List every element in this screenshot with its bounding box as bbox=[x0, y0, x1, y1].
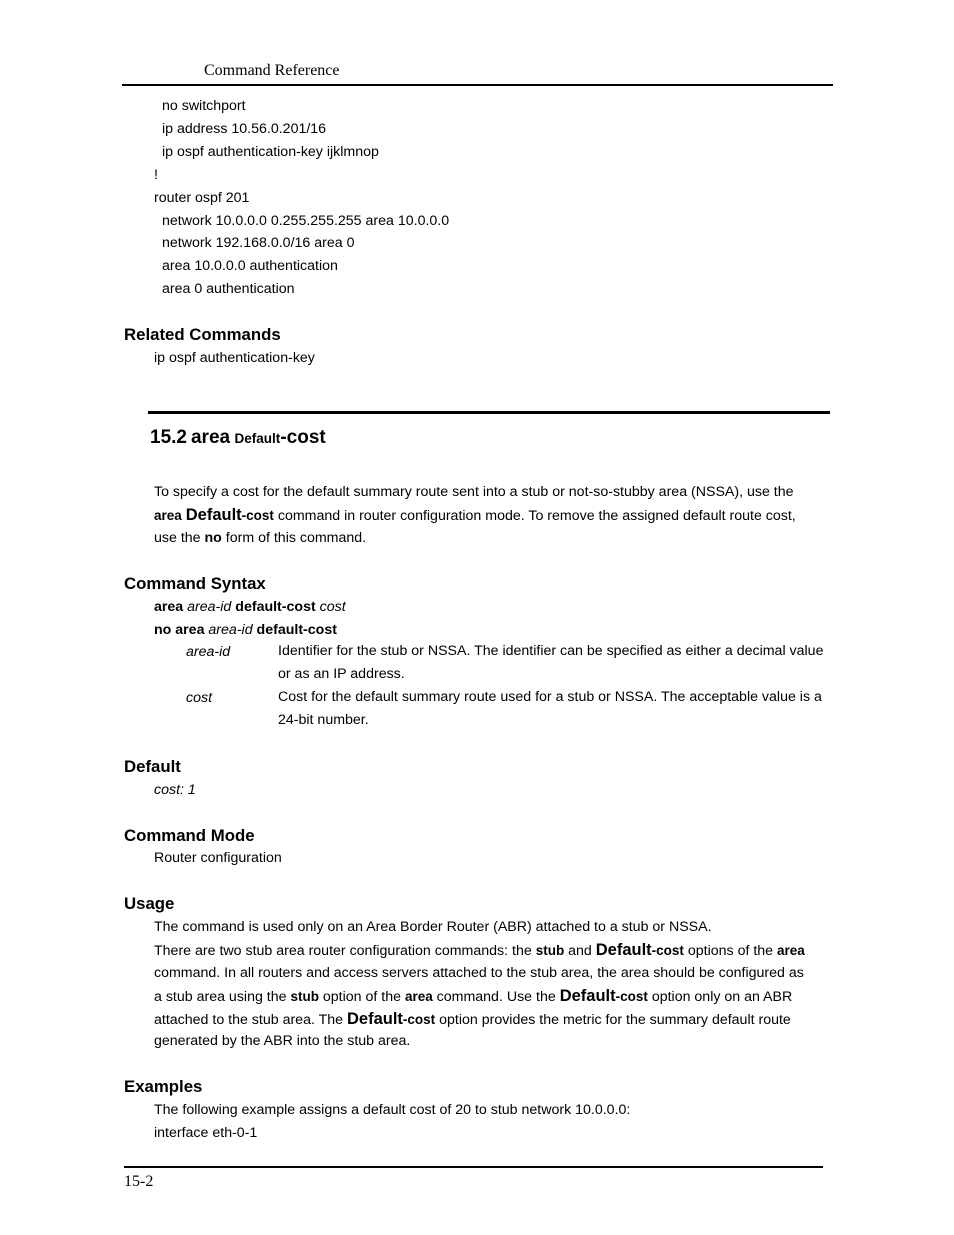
config-line: ip address 10.56.0.201/16 bbox=[162, 121, 327, 137]
section-title-part3: -cost bbox=[280, 427, 326, 448]
param-name: cost bbox=[186, 690, 213, 706]
usage-text: There are two stub area router configuration commands: the bbox=[154, 943, 536, 959]
keyword: Default bbox=[559, 987, 616, 1005]
config-line: area 10.0.0.0 authentication bbox=[162, 258, 338, 274]
usage-line bbox=[154, 941, 805, 960]
usage-line bbox=[154, 1010, 791, 1029]
page-number: 15-2 bbox=[124, 1173, 154, 1190]
section-number: 15.2 bbox=[150, 427, 187, 448]
syntax-line bbox=[154, 621, 337, 639]
footer-rule bbox=[124, 1166, 823, 1168]
usage-text: options of the bbox=[683, 943, 778, 959]
keyword: area bbox=[154, 508, 182, 523]
intro-text: form of this command. bbox=[221, 530, 367, 546]
command-syntax-heading: Command Syntax bbox=[124, 574, 266, 593]
example-line: The following example assigns a default cost of 20 to stub network 10.0.0.0: bbox=[154, 1102, 631, 1118]
usage-heading: Usage bbox=[124, 894, 175, 913]
keyword: -cost bbox=[651, 943, 684, 958]
running-header: Command Reference bbox=[204, 62, 340, 79]
keyword: no bbox=[204, 530, 222, 546]
syntax-line bbox=[154, 598, 346, 616]
keyword: -cost bbox=[402, 1012, 436, 1027]
command-mode-heading: Command Mode bbox=[124, 826, 255, 845]
section-title-part1: area bbox=[190, 427, 231, 448]
section-title-part2: Default bbox=[234, 431, 281, 446]
intro-line: To specify a cost for the default summary route sent into a stub or not-so-stubby area (NSSA), use the bbox=[154, 484, 794, 500]
usage-line bbox=[154, 987, 792, 1006]
intro-text: command in router configuration mode. To remove the assigned default route cost, bbox=[273, 508, 796, 524]
usage-line: generated by the ABR into the stub area. bbox=[154, 1033, 411, 1049]
usage-text: option provides the metric for the summary default route bbox=[435, 1012, 791, 1028]
usage-text: command. Use the bbox=[432, 989, 560, 1005]
usage-line: command. In all routers and access servers attached to the stub area, the area should be configured as bbox=[154, 965, 804, 981]
keyword: stub bbox=[535, 943, 565, 958]
config-line: router ospf 201 bbox=[154, 190, 250, 206]
usage-text: a stub area using the bbox=[154, 989, 291, 1005]
usage-text: option of the bbox=[318, 989, 405, 1005]
example-line: interface eth-0-1 bbox=[154, 1125, 258, 1141]
keyword: area bbox=[404, 989, 433, 1004]
parameter: cost bbox=[319, 599, 346, 615]
keyword: Default bbox=[346, 1010, 403, 1028]
usage-text: and bbox=[564, 943, 596, 959]
examples-heading: Examples bbox=[124, 1077, 203, 1096]
keyword: Default bbox=[595, 941, 652, 959]
intro-text: use the bbox=[154, 530, 205, 546]
param-description: Identifier for the stub or NSSA. The identifier can be specified as either a decimal value or as an IP address. bbox=[278, 643, 824, 682]
config-line: ! bbox=[154, 167, 158, 183]
parameter: area-id bbox=[208, 622, 253, 638]
related-commands-heading: Related Commands bbox=[124, 325, 281, 344]
intro-line bbox=[154, 529, 366, 547]
section-title bbox=[150, 427, 326, 449]
keyword: default-cost bbox=[256, 622, 337, 638]
parameter: area-id bbox=[187, 599, 232, 615]
header-rule bbox=[122, 84, 833, 86]
keyword: default-cost bbox=[235, 599, 316, 615]
usage-line: The command is used only on an Area Border Router (ABR) attached to a stub or NSSA. bbox=[154, 919, 712, 935]
keyword: stub bbox=[290, 989, 319, 1004]
config-line: network 192.168.0.0/16 area 0 bbox=[162, 235, 355, 251]
section-rule bbox=[148, 411, 830, 414]
default-value: cost: 1 bbox=[154, 782, 196, 798]
param-description: Cost for the default summary route used for a stub or NSSA. The acceptable value is a 24-bit number. bbox=[278, 689, 822, 728]
config-line: network 10.0.0.0 0.255.255.255 area 10.0.0.0 bbox=[162, 213, 450, 229]
keyword: area bbox=[777, 943, 805, 958]
usage-text: attached to the stub area. The bbox=[154, 1012, 347, 1028]
config-line: ip ospf authentication-key ijklmnop bbox=[162, 144, 379, 160]
keyword: no area bbox=[154, 622, 205, 638]
keyword: -cost bbox=[241, 508, 274, 523]
keyword: -cost bbox=[615, 989, 648, 1004]
param-name: area-id bbox=[186, 644, 231, 660]
config-line: area 0 authentication bbox=[162, 281, 295, 297]
usage-text: option only on an ABR bbox=[647, 989, 793, 1005]
keyword: area bbox=[154, 599, 184, 615]
config-line: no switchport bbox=[162, 98, 246, 114]
command-mode-value: Router configuration bbox=[154, 850, 282, 866]
intro-line bbox=[154, 506, 796, 525]
related-command-item: ip ospf authentication-key bbox=[154, 350, 315, 366]
keyword: Default bbox=[185, 506, 242, 524]
default-heading: Default bbox=[124, 757, 181, 776]
